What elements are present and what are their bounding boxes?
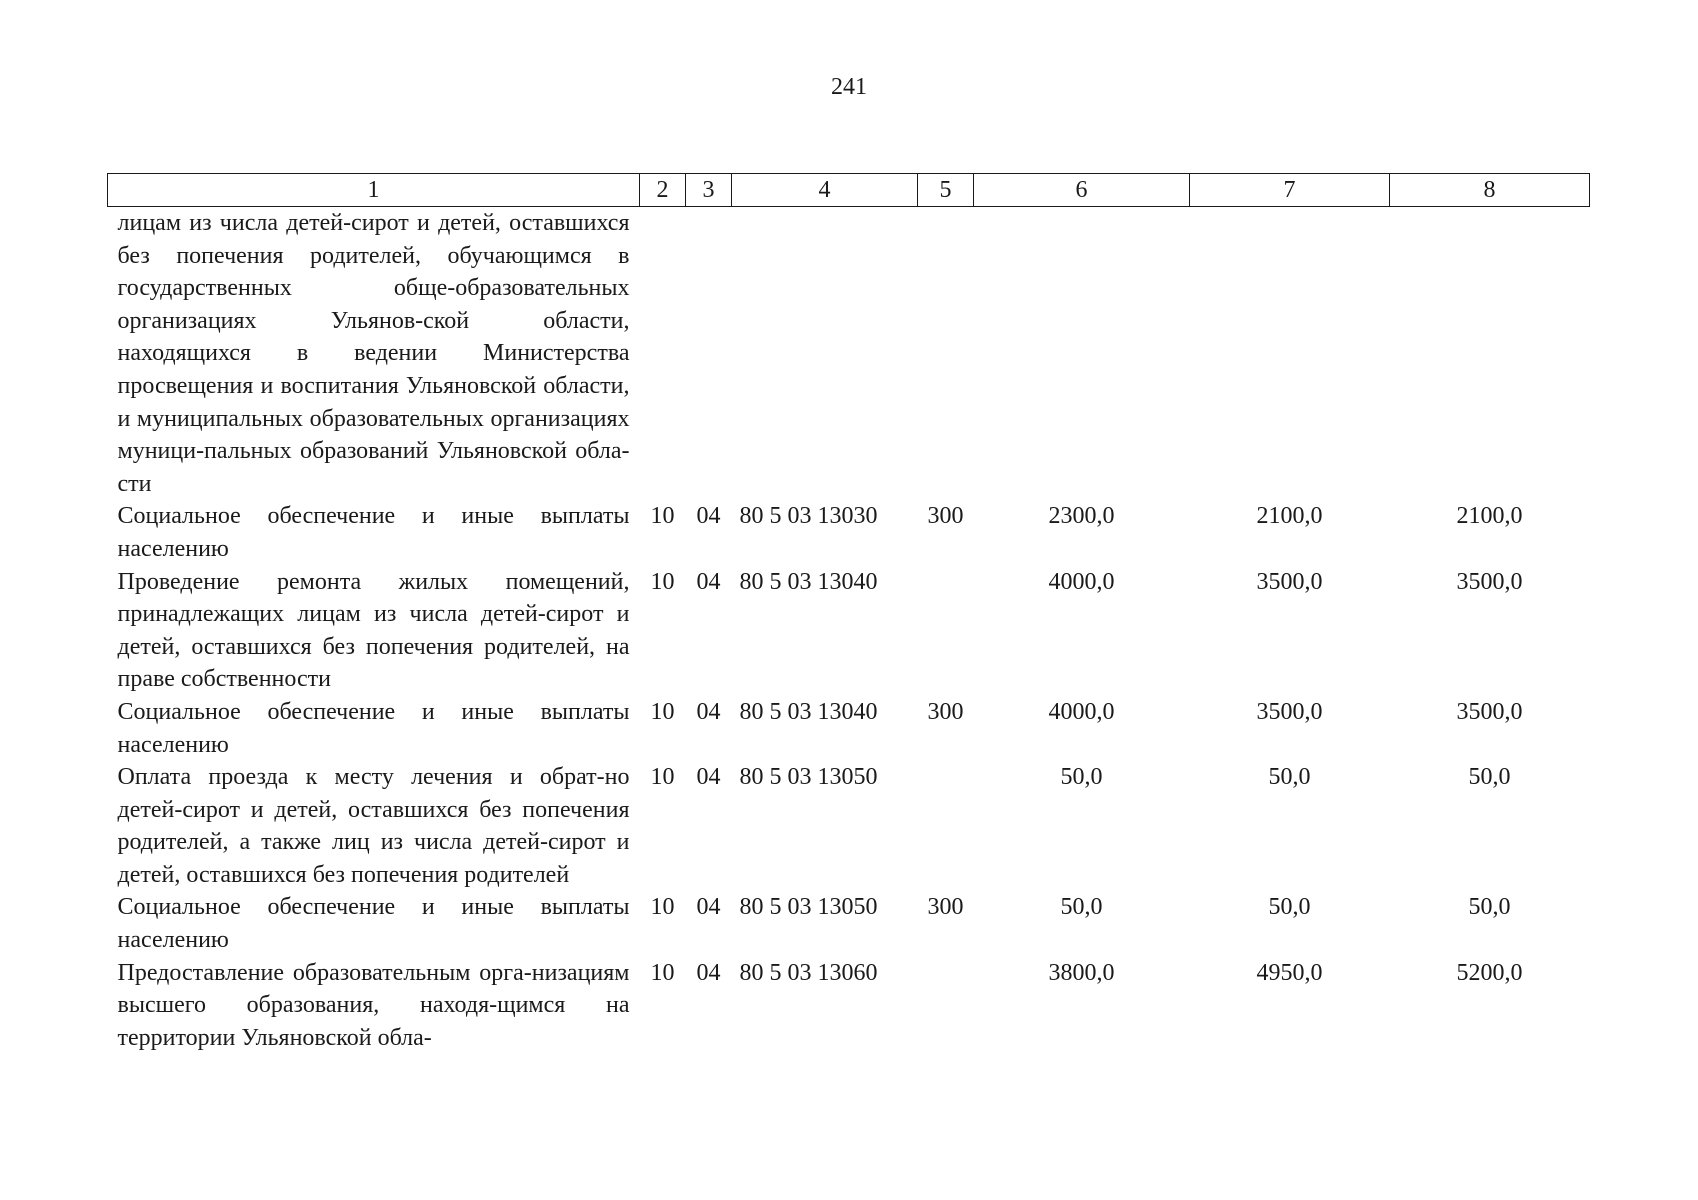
row-amount-col6: 2300,0 xyxy=(1048,503,1115,530)
row-target-article-code: 80 5 03 13050 xyxy=(739,894,878,921)
row-expense-type-code: 300 xyxy=(927,894,964,921)
row-expense-type-code: 300 xyxy=(927,698,964,725)
header-col-2: 2 xyxy=(640,174,686,207)
row-name: лицам из числа детей-сирот и детей, оставшихся без попечения родителей, обучающимся в государственных обще-образовательных организациях Ульянов-ской области, находящихся в ведении Министерства просвещения и воспитания Ульяновской области, и муниципальных образовательных организациях муници-пальных образований Ульяновской обла-сти xyxy=(117,210,630,497)
header-col-7: 7 xyxy=(1190,174,1390,207)
row-amount-col6: 50,0 xyxy=(1060,894,1103,921)
row-subsection-code: 04 xyxy=(696,568,721,595)
row-section-code: 10 xyxy=(650,959,675,986)
row-section-code: 10 xyxy=(650,764,675,791)
table-header xyxy=(108,174,1590,207)
table-row xyxy=(108,761,1590,891)
budget-table xyxy=(107,173,1590,1054)
header-row xyxy=(108,174,1590,207)
row-name: Социальное обеспечение и иные выплаты населению xyxy=(117,894,630,954)
row-amount-col8: 3500,0 xyxy=(1456,698,1523,725)
row-target-article-code: 80 5 03 13030 xyxy=(739,503,878,530)
row-amount-col8: 50,0 xyxy=(1468,894,1511,921)
table-row xyxy=(108,566,1590,696)
page-number: 241 xyxy=(831,74,867,100)
row-subsection-code: 04 xyxy=(696,764,721,791)
row-section-code: 10 xyxy=(650,568,675,595)
row-expense-type-code xyxy=(918,957,974,1055)
row-name: Проведение ремонта жилых помещений, принадлежащих лицам из числа детей-сирот и детей, оставшихся без попечения родителей, на праве собственности xyxy=(117,568,630,693)
row-amount-col7: 3500,0 xyxy=(1256,698,1323,725)
row-section-code: 10 xyxy=(650,698,675,725)
row-amount-col6: 4000,0 xyxy=(1048,568,1115,595)
row-expense-type-code xyxy=(918,566,974,696)
row-amount-col6: 3800,0 xyxy=(1048,959,1115,986)
row-amount-col8: 3500,0 xyxy=(1456,568,1523,595)
budget-table-container xyxy=(107,173,1589,1054)
row-subsection-code: 04 xyxy=(696,698,721,725)
row-name: Социальное обеспечение и иные выплаты населению xyxy=(117,503,630,562)
row-name: Предоставление образовательным орга-низациям высшего образования, находя-щимся на территории Ульяновской обла- xyxy=(117,959,630,1051)
row-target-article-code xyxy=(732,207,918,501)
header-col-4: 4 xyxy=(732,174,918,207)
header-col-5: 5 xyxy=(918,174,974,207)
row-amount-col7: 3500,0 xyxy=(1256,568,1323,595)
header-col-6: 6 xyxy=(974,174,1190,207)
header-col-8: 8 xyxy=(1390,174,1590,207)
row-target-article-code: 80 5 03 13050 xyxy=(739,764,878,791)
row-amount-col6 xyxy=(974,207,1190,501)
row-expense-type-code xyxy=(918,761,974,891)
table-row xyxy=(108,696,1590,761)
row-amount-col8: 2100,0 xyxy=(1456,503,1523,530)
header-col-1: 1 xyxy=(108,174,640,207)
row-name: Социальное обеспечение и иные выплаты населению xyxy=(117,698,630,758)
row-target-article-code: 80 5 03 13040 xyxy=(739,698,878,725)
row-section-code xyxy=(640,207,686,501)
row-name: Оплата проезда к месту лечения и обрат-но детей-сирот и детей, оставшихся без попечения родителей, а также лиц из числа детей-сирот и детей, оставшихся без попечения родителей xyxy=(117,764,630,888)
header-col-3: 3 xyxy=(686,174,732,207)
row-amount-col7: 2100,0 xyxy=(1256,503,1323,530)
row-section-code: 10 xyxy=(650,503,675,530)
row-amount-col7: 50,0 xyxy=(1268,764,1311,791)
row-amount-col8: 50,0 xyxy=(1468,764,1511,791)
row-section-code: 10 xyxy=(650,894,675,921)
row-target-article-code: 80 5 03 13060 xyxy=(739,959,878,986)
row-subsection-code: 04 xyxy=(696,894,721,921)
row-subsection-code: 04 xyxy=(696,503,721,530)
table-row xyxy=(108,207,1590,501)
table-row xyxy=(108,957,1590,1055)
table-row xyxy=(108,891,1590,956)
row-subsection-code xyxy=(686,207,732,501)
row-target-article-code: 80 5 03 13040 xyxy=(739,568,878,595)
row-expense-type-code xyxy=(918,207,974,501)
row-amount-col7 xyxy=(1190,207,1390,501)
row-subsection-code: 04 xyxy=(696,959,721,986)
row-amount-col6: 4000,0 xyxy=(1048,698,1115,725)
table-row xyxy=(108,500,1590,565)
row-amount-col8 xyxy=(1390,207,1590,501)
row-amount-col6: 50,0 xyxy=(1060,764,1103,791)
row-amount-col7: 50,0 xyxy=(1268,894,1311,921)
row-amount-col7: 4950,0 xyxy=(1256,959,1323,986)
row-expense-type-code: 300 xyxy=(927,503,964,530)
row-amount-col8: 5200,0 xyxy=(1456,959,1523,986)
table-body xyxy=(108,207,1590,1055)
